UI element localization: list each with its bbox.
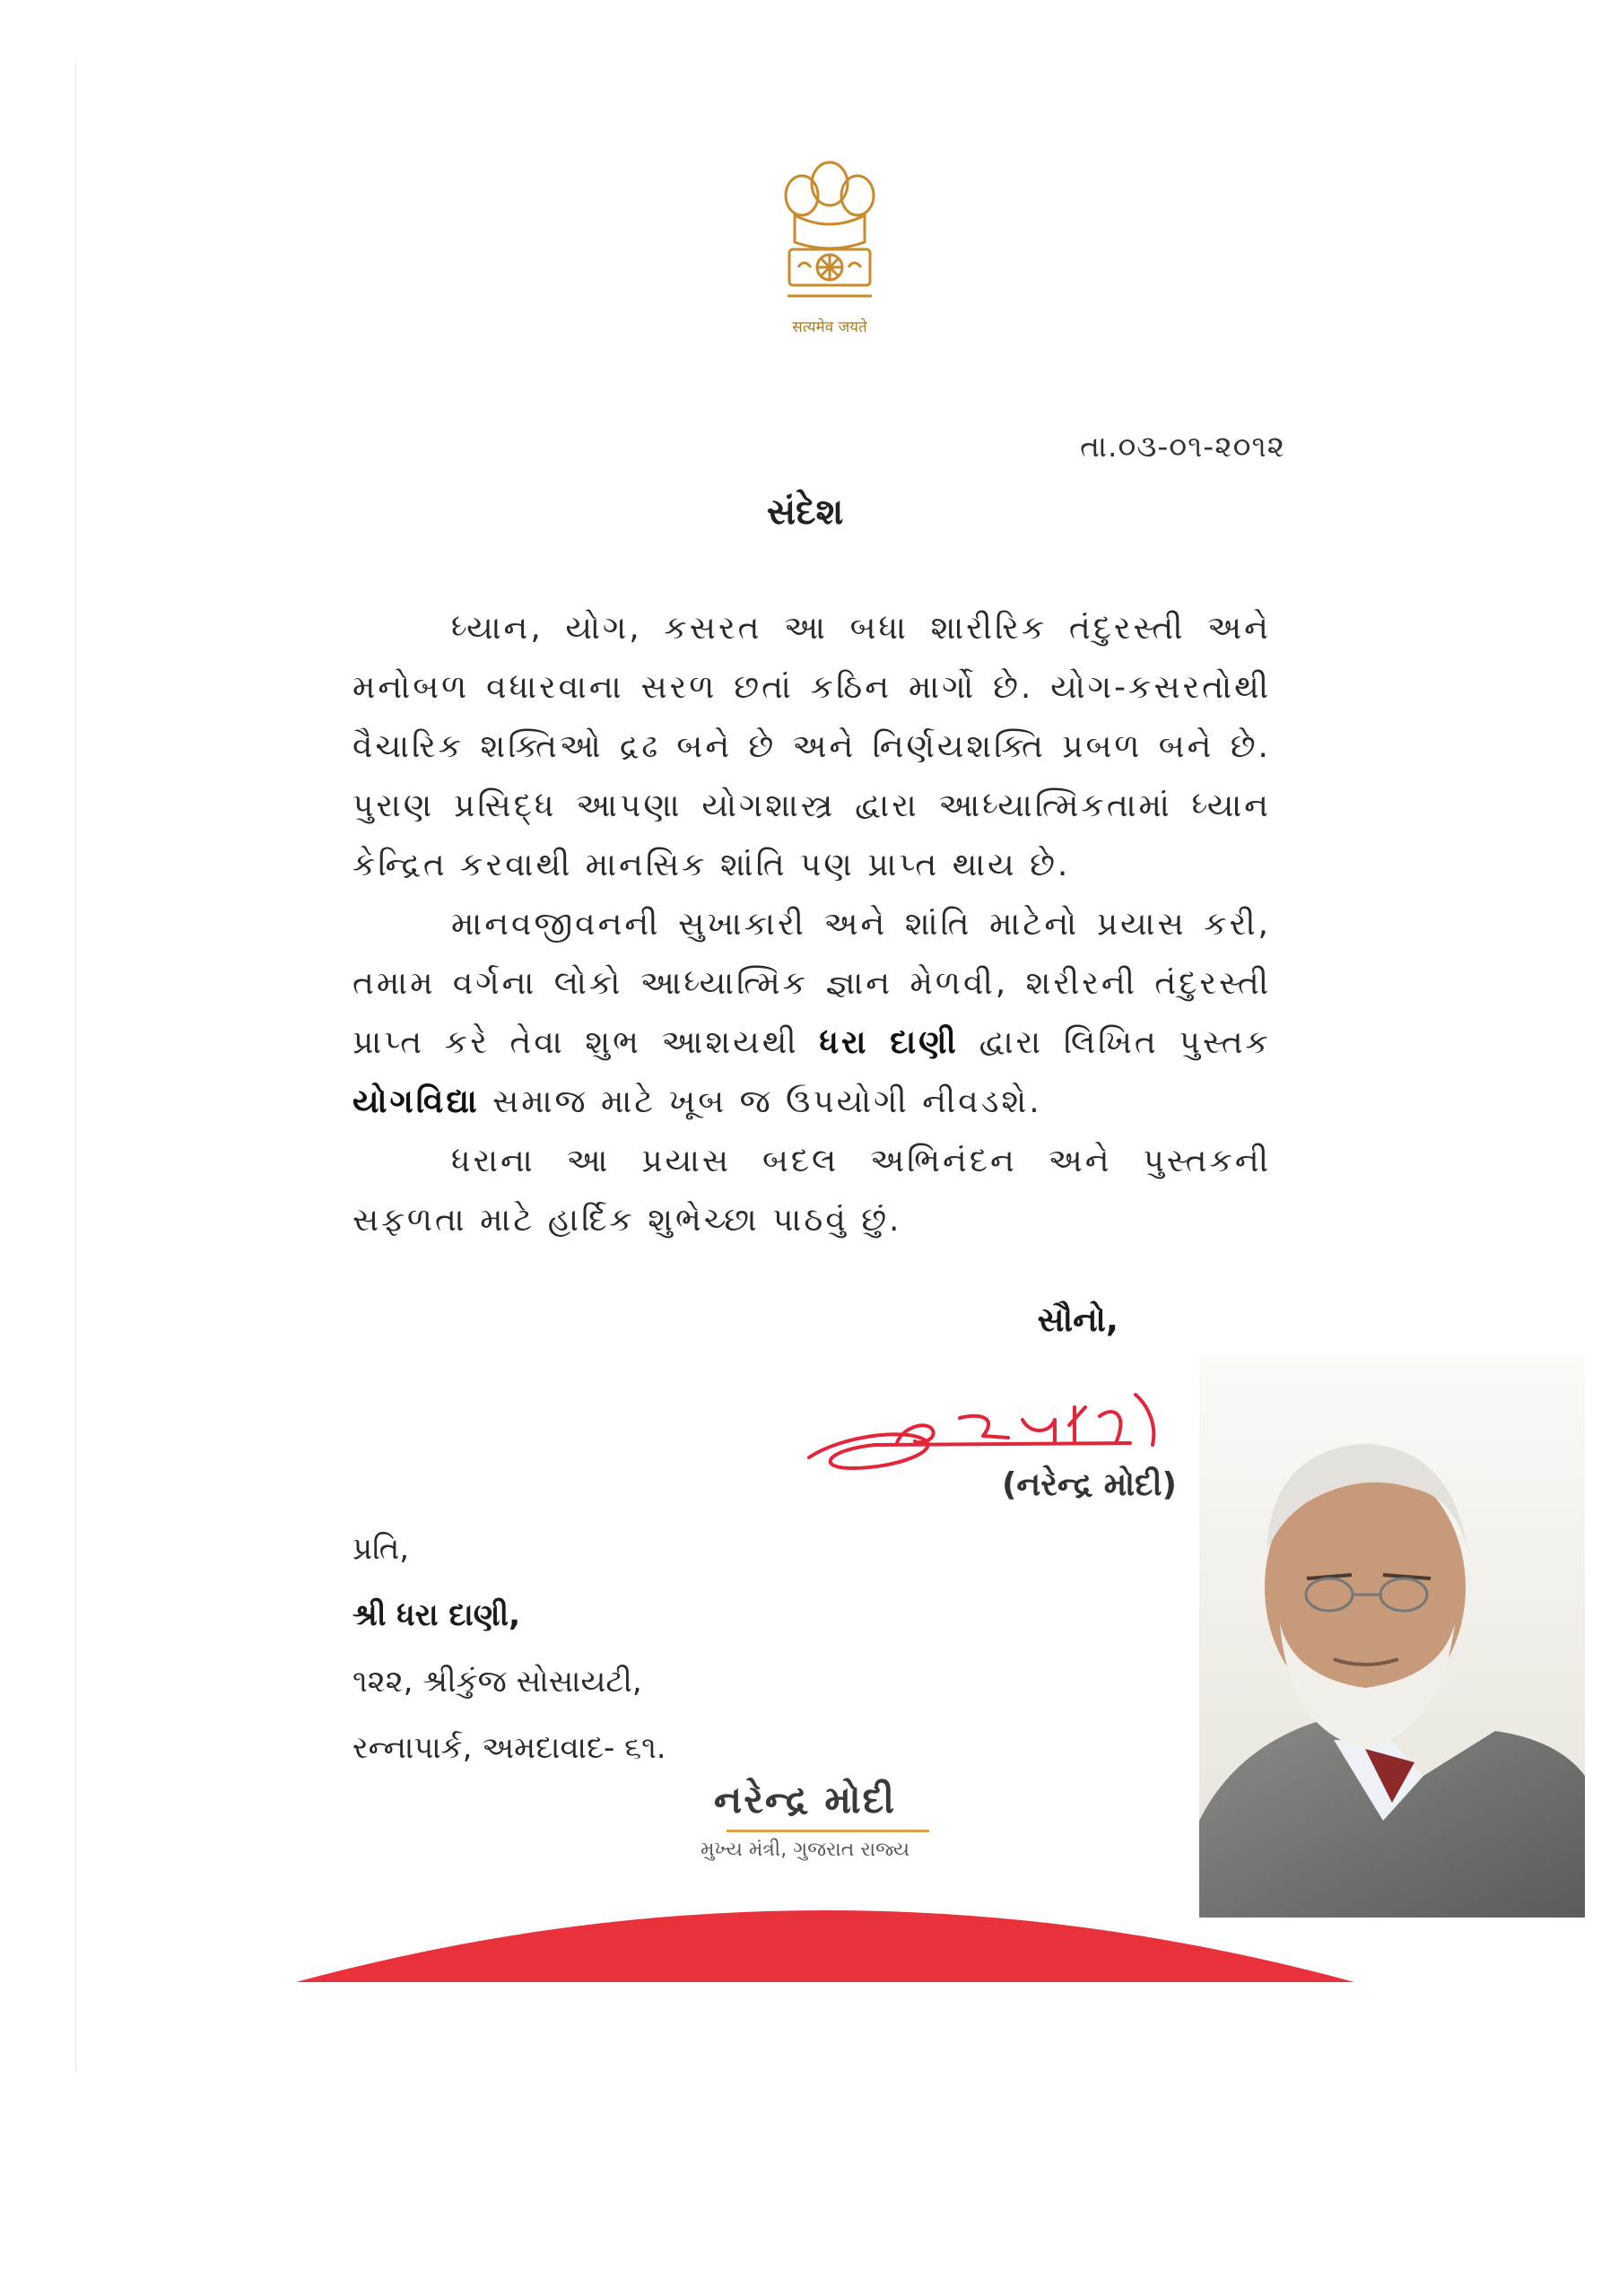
letter-date: તા.૦૩-૦૧-૨૦૧૨ bbox=[1080, 429, 1285, 464]
recipient-address bbox=[352, 1516, 666, 1781]
letterhead-name: નરેન્દ્ર મોદી bbox=[713, 1778, 897, 1822]
author-name: ધરા દાણી bbox=[819, 1024, 959, 1061]
recipient-name: શ્રી ધરા દાણી, bbox=[352, 1597, 521, 1633]
paragraph-2-text-b: દ્વારા લિખિત પુસ્તક bbox=[979, 1024, 1271, 1061]
address-to-label: પ્રતિ, bbox=[352, 1531, 410, 1567]
letterhead-divider bbox=[727, 1830, 929, 1832]
book-title: યોગવિદ્યા bbox=[352, 1083, 480, 1120]
letter-heading: સંદેશ bbox=[766, 491, 844, 533]
body-paragraph-3: ધરાના આ પ્રયાસ બદલ અભિનંદન અને પુસ્તકની સફળતા માટે હાર્દિક શુભેચ્છા પાઠવું છું. bbox=[352, 1143, 1271, 1239]
paragraph-2-text-a: માનવજીવનની સુખાકારી અને શાંતિ માટેનો પ્રયાસ કરી, તમામ વર્ગના લોકો આધ્યાત્મિક જ્ઞાન મેળવી, શરીરની તંદુરસ્તી પ્રાપ્ત કરે તેવા શુભ આશયથી bbox=[352, 906, 1271, 1061]
ashoka-lion-capital-icon bbox=[771, 144, 888, 314]
address-line-1: ૧૨૨, શ્રીકુંજ સોસાયટી, bbox=[352, 1664, 642, 1700]
address-line-2: રન્નાપાર્ક, અમદાવાદ- ૬૧. bbox=[352, 1730, 666, 1766]
letterhead-title: મુખ્ય મંત્રી, ગુજરાત રાજ્ય bbox=[700, 1839, 910, 1861]
portrait-photo bbox=[1199, 1354, 1585, 1918]
closing-salutation: સૌનો, bbox=[1037, 1300, 1118, 1339]
red-arc-decoration bbox=[296, 1892, 1354, 1982]
page-edge-line bbox=[75, 63, 76, 2072]
letter-body bbox=[352, 599, 1271, 1250]
paragraph-2-text-c: સમાજ માટે ખૂબ જ ઉપયોગી નીવડશે. bbox=[492, 1083, 1042, 1120]
signatory-name: (નરેન્દ્ર મોદી) bbox=[1001, 1466, 1177, 1503]
body-paragraph-1: ધ્યાન, યોગ, કસરત આ બધા શારીરિક તંદુરસ્તી અને મનોબળ વધારવાના સરળ છતાં કઠિન માર્ગો છે. યોગ-કસરતોથી વૈચારિક શક્તિઓ દ્રઢ બને છે અને નિર્ણયશક્તિ પ્રબળ બને છે. પુરાણ પ્રસિદ્ધ આપણા યોગશાસ્ત્ર દ્વારા આધ્યાત્મિકતામાં ધ્યાન કેન્દ્રિત કરવાથી માનસિક શાંતિ પણ પ્રાપ્ત થાય છે. bbox=[352, 610, 1271, 883]
body-paragraph-2 bbox=[352, 895, 1271, 1132]
emblem-motto: सत्यमेव जयते bbox=[792, 318, 867, 336]
